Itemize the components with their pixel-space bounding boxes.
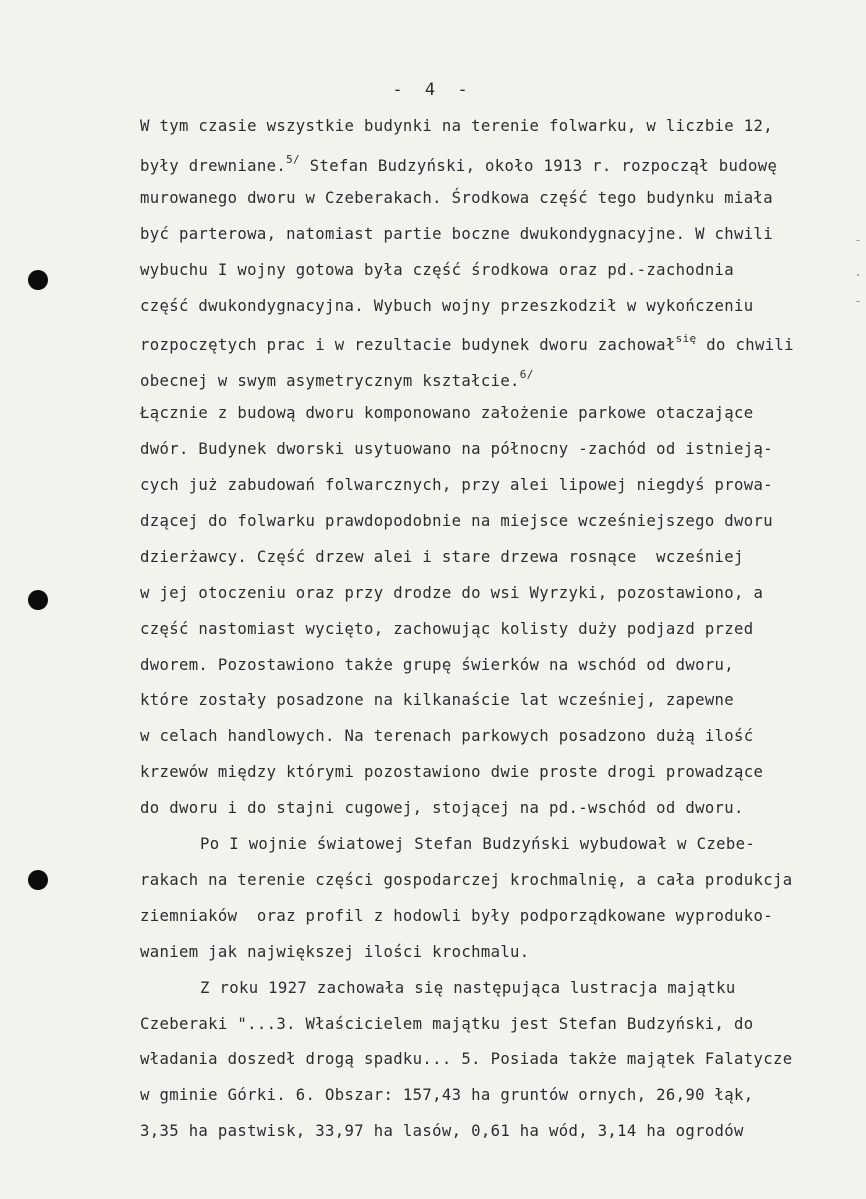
text-line — [140, 584, 763, 602]
line-text-continued: Stefan Budzyński, około 1913 r. rozpoczął budowę — [300, 157, 778, 175]
line-text: dzącej do folwarku prawdopodobnie na miejsce wcześniejszego dworu — [140, 512, 773, 530]
line-text: cych już zabudowań folwarcznych, przy alei lipowej niegdyś prowa- — [140, 476, 773, 494]
text-line — [140, 871, 792, 889]
text-line — [140, 404, 754, 422]
line-text: były drewniane. — [140, 157, 287, 175]
line-text: Po I wojnie światowej Stefan Budzyński wybudował w Czebe- — [200, 835, 756, 853]
text-line — [140, 261, 734, 279]
punch-hole — [28, 870, 48, 890]
line-text: w gminie Górki. 6. Obszar: 157,43 ha gruntów ornych, 26,90 łąk, — [140, 1086, 754, 1104]
line-text: dzierżawcy. Część drzew alei i stare drzewa rosnące wcześniej — [140, 548, 744, 566]
line-text: władania doszedł drogą spadku... 5. Posiada także majątek Falatycze — [140, 1050, 793, 1068]
text-line — [140, 656, 734, 674]
punch-hole — [28, 270, 48, 290]
line-text: Z roku 1927 zachowała się następująca lustracja majątku — [200, 979, 736, 997]
margin-mark: - — [854, 294, 862, 309]
text-line — [140, 512, 773, 530]
line-text: krzewów między którymi pozostawiono dwie proste drogi prowadzące — [140, 763, 764, 781]
text-line — [140, 297, 754, 315]
line-text: część dwukondygnacyjna. Wybuch wojny przeszkodził w wykończeniu — [140, 297, 754, 315]
footnote-ref: 6/ — [519, 368, 534, 381]
line-text: Czeberaki "...3. Właścicielem majątku jest Stefan Budzyński, do — [140, 1015, 754, 1033]
text-line — [140, 620, 754, 638]
line-text: część nastomiast wycięto, zachowując kolisty duży podjazd przed — [140, 620, 754, 638]
line-text: Łącznie z budową dworu komponowano założenie parkowe otaczające — [140, 404, 754, 422]
text-line — [140, 189, 773, 207]
line-text: być parterowa, natomiast partie boczne dwukondygnacyjne. W chwili — [140, 225, 773, 243]
page-number: - 4 - — [392, 80, 474, 100]
line-text: dworem. Pozostawiono także grupę świerków na wschód od dworu, — [140, 656, 735, 674]
margin-mark: - — [854, 233, 862, 248]
line-text: waniem jak największej ilości krochmalu. — [140, 943, 530, 961]
line-text: w celach handlowych. Na terenach parkowych posadzono dużą ilość — [140, 727, 754, 745]
text-line — [140, 476, 773, 494]
text-line — [140, 943, 530, 961]
footnote-ref: 5/ — [286, 153, 301, 166]
line-text: które zostały posadzone na kilkanaście lat wcześniej, zapewne — [140, 691, 735, 709]
text-line — [140, 1086, 754, 1104]
line-text: rozpoczętych prac i w rezultacie budynek dworu zachował — [140, 336, 676, 354]
punch-hole — [28, 590, 48, 610]
line-text: wybuchu I wojny gotowa była część środkowa oraz pd.-zachodnia — [140, 261, 735, 279]
line-text: rakach na terenie części gospodarczej krochmalnię, a cała produkcja — [140, 871, 793, 889]
text-line — [140, 368, 534, 390]
line-text: murowanego dworu w Czeberakach. Środkowa część tego budynku miała — [140, 189, 773, 207]
text-line — [140, 332, 794, 354]
text-line — [200, 979, 736, 997]
line-text: obecnej w swym asymetrycznym kształcie. — [140, 372, 520, 390]
line-text: dwór. Budynek dworski usytuowano na północny -zachód od istnieją- — [140, 440, 773, 458]
text-line — [140, 1015, 754, 1033]
text-line — [140, 691, 734, 709]
line-text: w jej otoczeniu oraz przy drodze do wsi Wyrzyki, pozostawiono, a — [140, 584, 764, 602]
text-line — [140, 440, 773, 458]
text-line — [140, 1122, 744, 1140]
text-line — [140, 727, 754, 745]
line-text: 3,35 ha pastwisk, 33,97 ha lasów, 0,61 ha wód, 3,14 ha ogrodów — [140, 1122, 744, 1140]
text-line — [140, 153, 777, 175]
line-text-continued: do chwili — [696, 336, 794, 354]
text-line — [200, 835, 755, 853]
line-text: do dworu i do stajni cugowej, stojącej na pd.-wschód od dworu. — [140, 799, 744, 817]
text-line — [140, 548, 744, 566]
text-line — [140, 907, 773, 925]
text-line — [140, 1050, 792, 1068]
line-text: W tym czasie wszystkie budynki na terenie folwarku, w liczbie 12, — [140, 117, 773, 135]
text-line — [140, 225, 773, 243]
line-text: ziemniaków oraz profil z hodowli były podporządkowane wyproduko- — [140, 907, 773, 925]
text-line — [140, 117, 773, 135]
text-line — [140, 763, 763, 781]
margin-mark: . — [854, 265, 862, 280]
text-line — [140, 799, 744, 817]
footnote-ref: się — [675, 332, 697, 345]
